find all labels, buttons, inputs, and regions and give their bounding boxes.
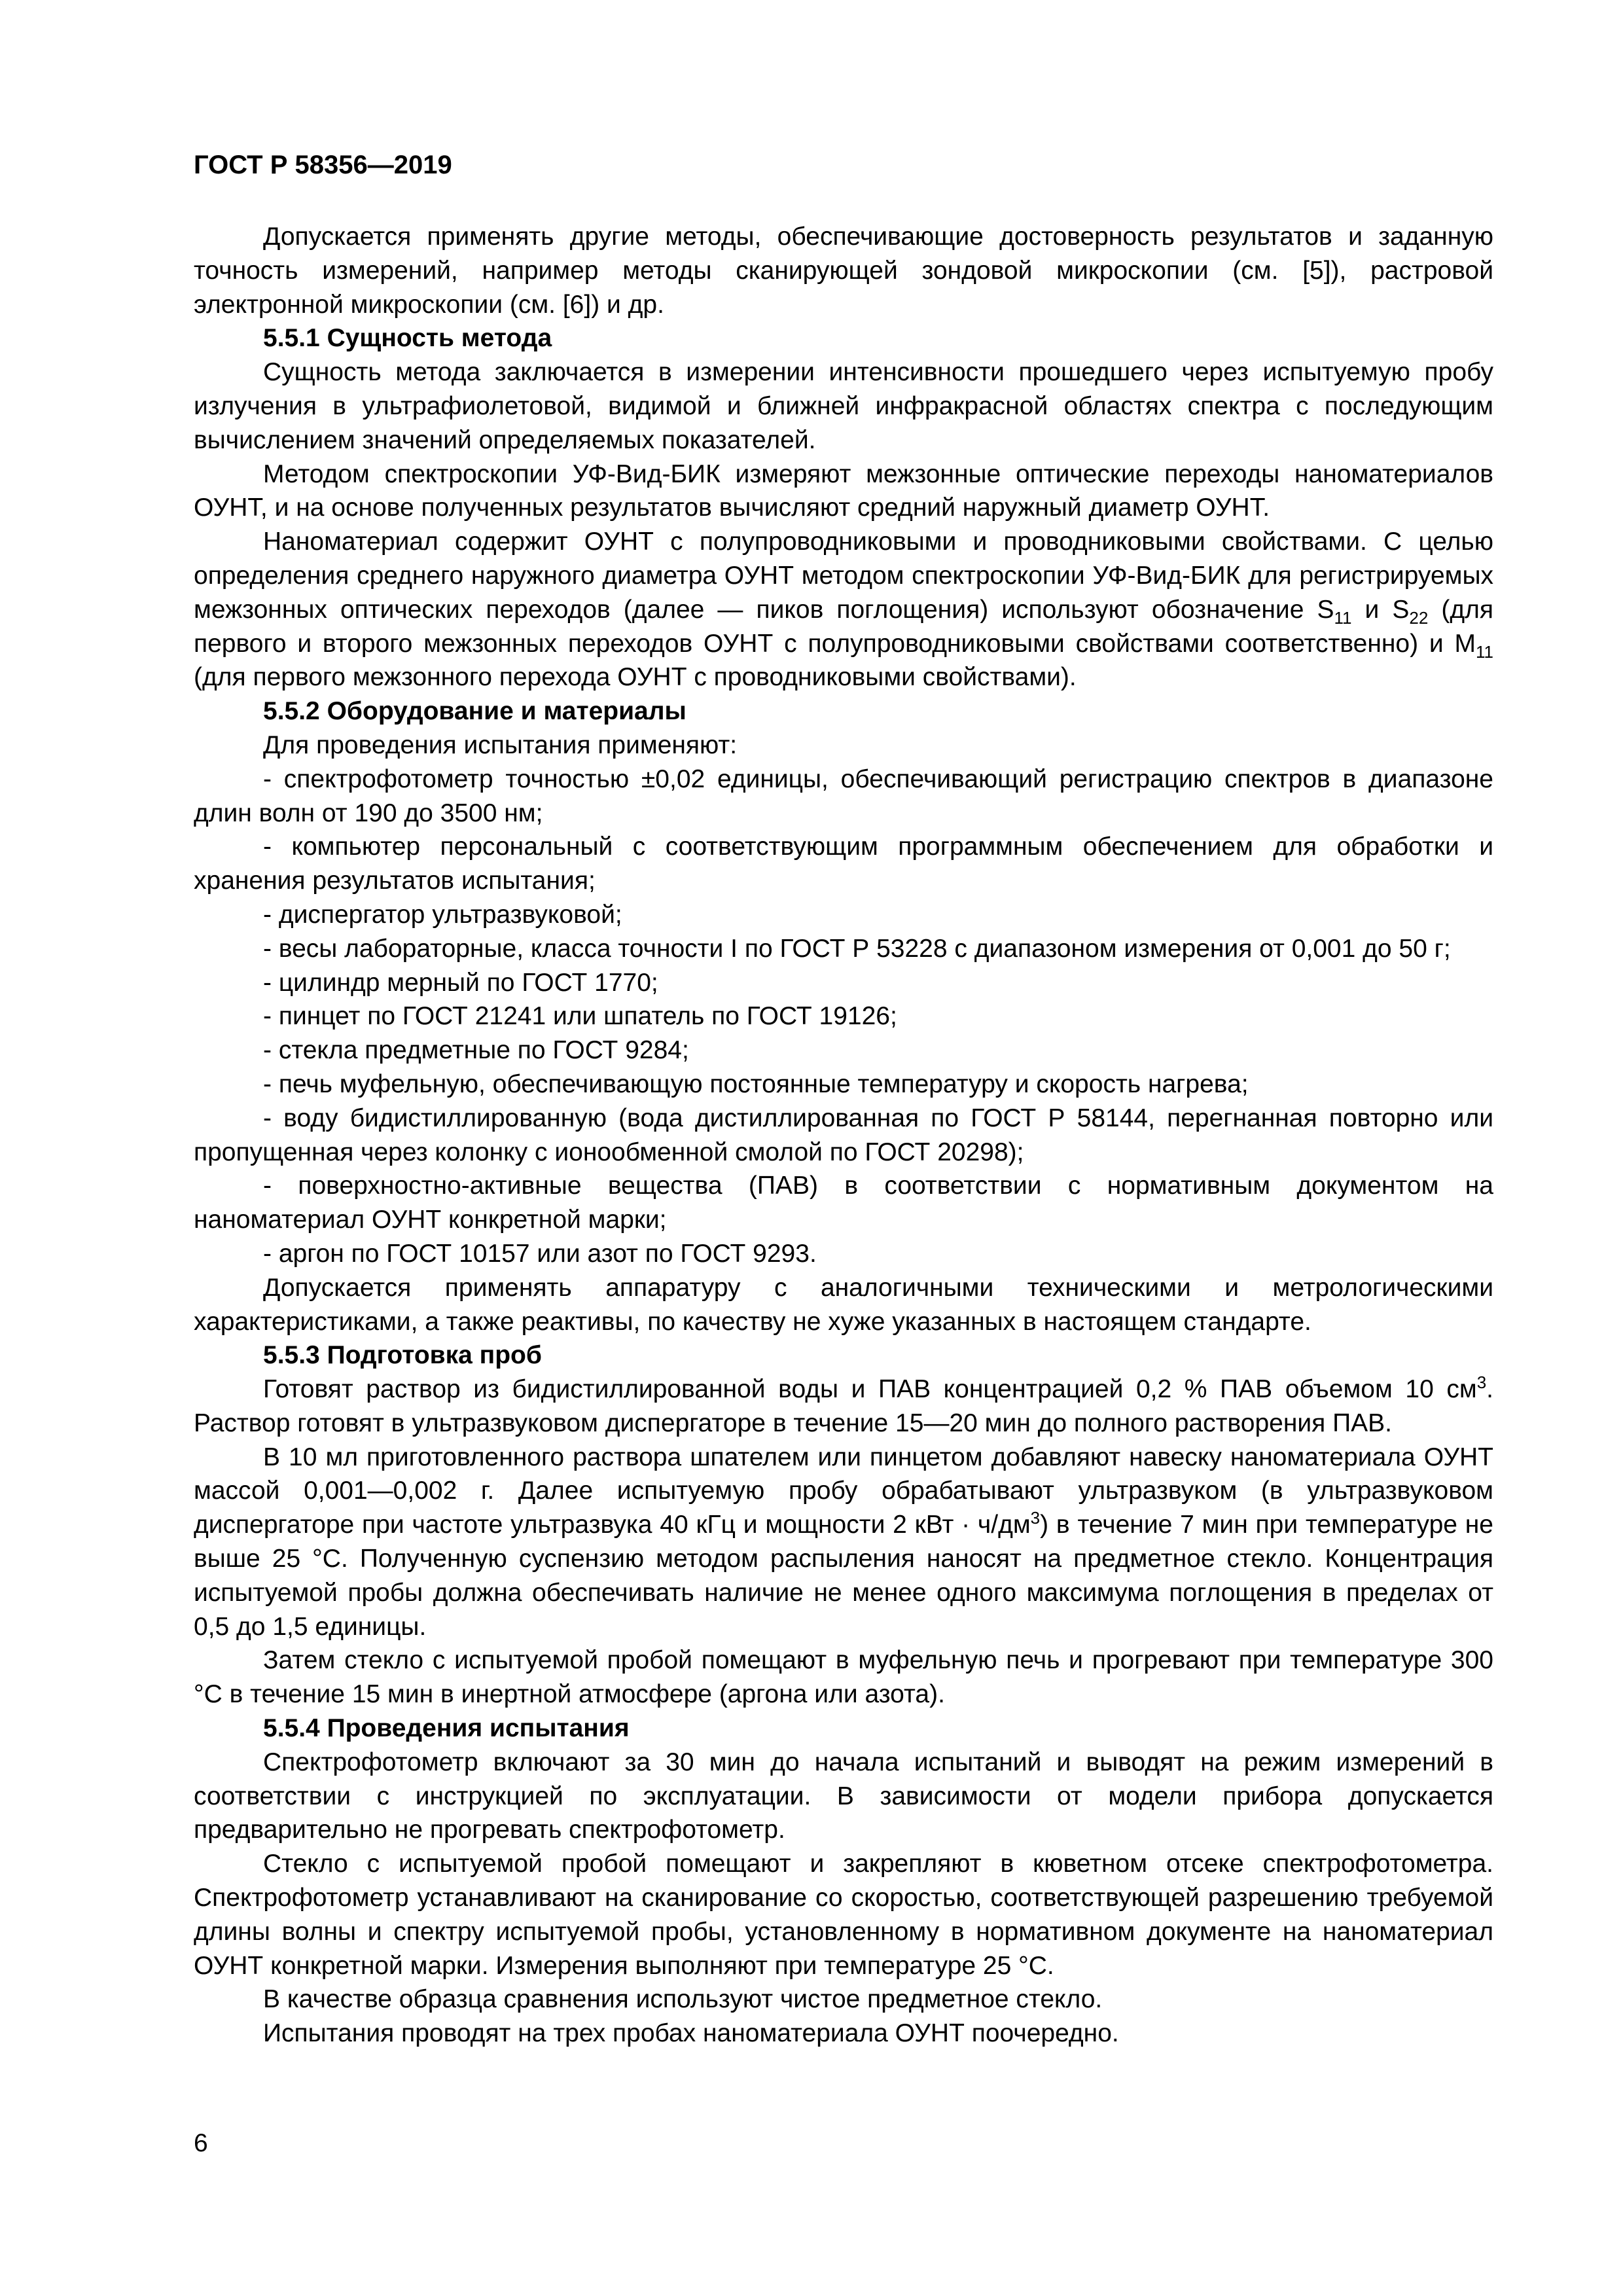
list-item-scales: - весы лабораторные, класса точности I по ГОСТ Р 53228 с диапазоном измерения от 0,001 до 50 г; bbox=[263, 934, 1451, 963]
paragraph-warmup: Спектрофотометр включают за 30 мин до начала испытаний и выводят на режим измерений в соответствии с инструкцией по эксплуатации. В зависимости от модели прибора допускается предварительно не прогревать спектрофотометр. bbox=[194, 1748, 1493, 1844]
paragraph-solution-prep bbox=[194, 1372, 1493, 1441]
subscript-s11: 11 bbox=[1334, 607, 1352, 628]
list-item-water: - воду бидистиллированную (вода дистиллированная по ГОСТ Р 58144, перегнанная повторно или пропущенная через колонку с ионообменной смолой по ГОСТ 20298); bbox=[194, 1103, 1493, 1166]
list-item-computer: - компьютер персональный с соответствующим программным обеспечением для обработки и хранения результатов испытания; bbox=[194, 833, 1493, 895]
paragraph-sample-treatment bbox=[194, 1441, 1493, 1644]
subscript-s22: 22 bbox=[1409, 607, 1429, 628]
paragraph-equipment-intro: Для проведения испытания применяют: bbox=[263, 730, 738, 759]
list-item-argon: - аргон по ГОСТ 10157 или азот по ГОСТ 9293. bbox=[263, 1239, 817, 1268]
list-item-tweezers: - пинцет по ГОСТ 21241 или шпатель по ГОСТ 19126; bbox=[263, 1002, 897, 1031]
solution-text-1: Готовят раствор из бидистиллированной воды и ПАВ концентрацией 0,2 % ПАВ объемом 10 см bbox=[263, 1375, 1477, 1404]
list-item-furnace: - печь муфельную, обеспечивающую постоянные температуру и скорость нагрева; bbox=[263, 1069, 1249, 1098]
list-item-surfactants: - поверхностно-активные вещества (ПАВ) в соответствии с нормативным документом на наноматериал ОУНТ конкретной марки; bbox=[194, 1172, 1493, 1234]
section-heading-5-5-1: 5.5.1 Сущность метода bbox=[263, 324, 552, 353]
notation-text-2: и S bbox=[1351, 595, 1410, 624]
notation-text-4: (для первого межзонного перехода ОУНТ с проводниковыми свойствами). bbox=[194, 663, 1077, 692]
list-item-spectrophotometer: - спектрофотометр точностью ±0,02 единицы, обеспечивающий регистрацию спектров в диапазоне длин волн от 190 до 3500 нм; bbox=[194, 764, 1493, 827]
superscript-cm3: 3 bbox=[1476, 1372, 1487, 1393]
paragraph-scanning: Стекло с испытуемой пробой помещают и закрепляют в кюветном отсеке спектрофотометра. Спектрофотометр устанавливают на сканирование со скоростью, соответствующей разрешению требуемой длины волны и спектру испытуемой пробы, установленному в нормативном документе на наноматериал ОУНТ конкретной марки. Измерения выполняют при температуре 25 °С. bbox=[194, 1850, 1493, 1980]
paragraph-equivalent-equipment: Допускается применять аппаратуру с аналогичными техническими и метрологическими характеристиками, а также реактивы, по качеству не хуже указанных в настоящем стандарте. bbox=[194, 1273, 1493, 1336]
section-heading-5-5-4: 5.5.4 Проведения испытания bbox=[263, 1714, 630, 1743]
paragraph-method-essence: Сущность метода заключается в измерении интенсивности прошедшего через испытуемую пробу излучения в ультрафиолетовой, видимой и ближней инфракрасной областях спектра с последующим вычислением значений определяемых показателей. bbox=[194, 358, 1493, 454]
section-heading-5-5-2: 5.5.2 Оборудование и материалы bbox=[263, 697, 687, 726]
section-heading-5-5-3: 5.5.3 Подготовка проб bbox=[263, 1341, 542, 1370]
solution-text-2: . Раствор готовят в ультразвуковом диспергаторе в течение 15—20 мин до полного растворения ПАВ. bbox=[194, 1375, 1493, 1437]
page-number: 6 bbox=[194, 2129, 208, 2157]
document-body bbox=[194, 220, 1493, 2051]
treatment-text-1: В 10 мл приготовленного раствора шпателем или пинцетом добавляют навеску наноматериала ОУНТ массой 0,001—0,002 г. Далее испытуемую пробу обрабатывают ультразвуком (в ультразвуковом диспергаторе при частоте ультразвука 40 кГц и мощности 2 кВт · ч/дм bbox=[194, 1443, 1493, 1539]
paragraph-spectroscopy-measure: Методом спектроскопии УФ-Вид-БИК измеряют межзонные оптические переходы наноматериалов ОУНТ, и на основе полученных результатов вычисляют средний наружный диаметр ОУНТ. bbox=[194, 459, 1493, 522]
paragraph-three-samples: Испытания проводят на трех пробах наноматериала ОУНТ поочередно. bbox=[263, 2019, 1119, 2048]
paragraph-other-methods: Допускается применять другие методы, обеспечивающие достоверность результатов и заданную точность измерений, например методы сканирующей зондовой микроскопии (см. [5]), растровой электронной микроскопии (см. [6]) и др. bbox=[194, 223, 1493, 319]
subscript-m11: 11 bbox=[1476, 641, 1493, 662]
superscript-dm3: 3 bbox=[1030, 1508, 1041, 1528]
list-item-cylinder: - цилиндр мерный по ГОСТ 1770; bbox=[263, 968, 658, 997]
notation-text-3: (для первого и второго межзонных переходов ОУНТ с полупроводниковыми свойствами соответственно) и M bbox=[194, 595, 1494, 658]
paragraph-heating: Затем стекло с испытуемой пробой помещают в муфельную печь и прогревают при температуре 300 °С в течение 15 мин в инертной атмосфере (аргона или азота). bbox=[194, 1646, 1493, 1709]
treatment-text-2: ) в течение 7 мин при температуре не выше 25 °С. Полученную суспензию методом распыления наносят на предметное стекло. Концентрация испытуемой пробы должна обеспечивать наличие не менее одного максимума поглощения в пределах от 0,5 до 1,5 единицы. bbox=[194, 1511, 1493, 1641]
notation-text-1: Наноматериал содержит ОУНТ с полупроводниковыми и проводниковыми свойствами. С целью определения среднего наружного диаметра ОУНТ методом спектроскопии УФ-Вид-БИК для регистрируемых межзонных оптических переходов (далее — пиков поглощения) используют обозначение S bbox=[194, 528, 1493, 624]
paragraph-notation bbox=[194, 525, 1493, 694]
list-item-disperser: - диспергатор ультразвуковой; bbox=[263, 900, 622, 929]
list-item-slides: - стекла предметные по ГОСТ 9284; bbox=[263, 1036, 689, 1065]
paragraph-reference-sample: В качестве образца сравнения используют чистое предметное стекло. bbox=[263, 1985, 1103, 2014]
document-code-header: ГОСТ Р 58356—2019 bbox=[194, 151, 452, 179]
